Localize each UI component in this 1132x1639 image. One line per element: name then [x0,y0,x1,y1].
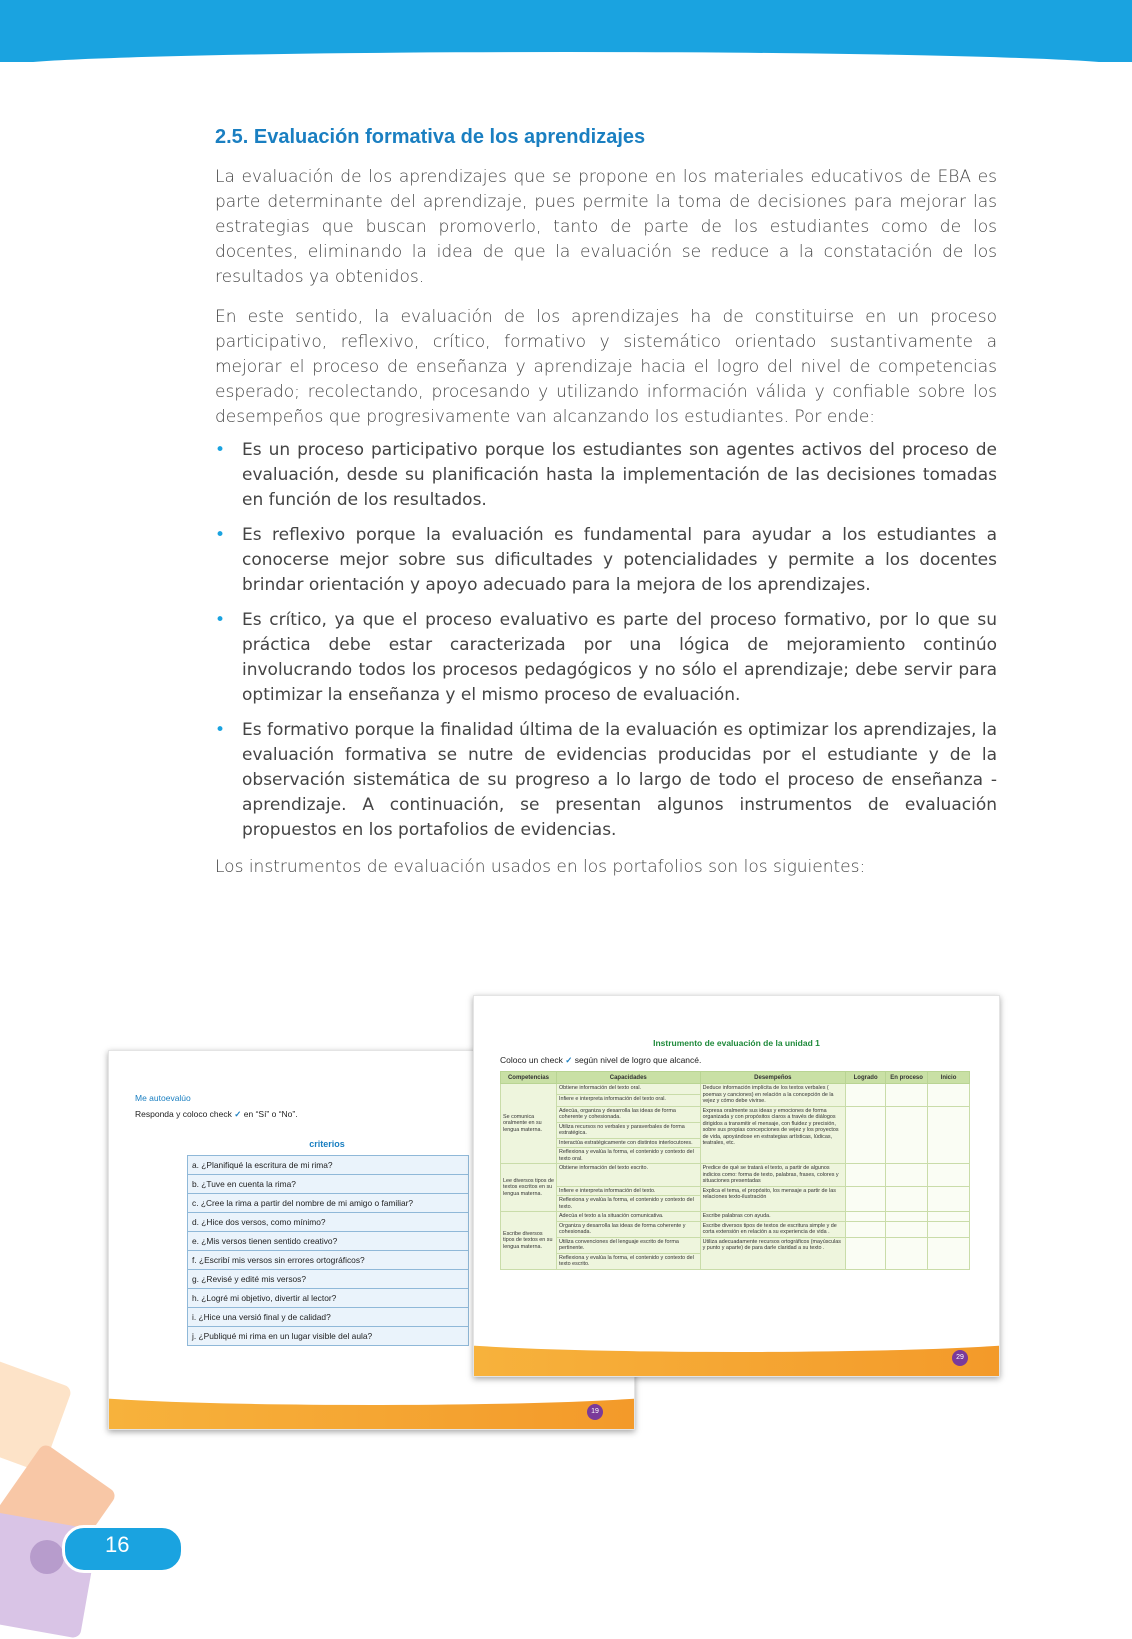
bullet-item [215,718,997,843]
criteria-cell: b. ¿Tuve en cuenta la rima? [188,1175,469,1194]
desempeno-cell: Deduce información implícita de los textos verbales ( poemas y canciones) en relación a la concepción de la vejez y cómo debe vivirse. [700,1084,846,1107]
column-header: Desempeños [700,1072,846,1084]
logrado-cell[interactable] [846,1221,886,1237]
logrado-cell[interactable] [846,1084,886,1107]
bullet-list [215,438,997,843]
bullet-item [215,608,997,708]
bullet-text: Es crítico, ya que el proceso evaluativo es parte del proceso formativo, por lo que su práctica debe estar caracterizada por una lógica de mejoramiento continúo involucrando todos los procesos pedagógicos y no sólo el aprendizaje; debe servir para optimizar la enseñanza y el mismo proceso de evaluación. [242,610,997,705]
en-proceso-cell[interactable] [886,1164,928,1187]
inicio-cell[interactable] [928,1212,970,1222]
table-row [188,1156,469,1175]
desempeno-cell: Predice de qué se tratará el texto, a partir de algunos indicios como: forma de texto, palabras, frases, colores y situaciones presentadas [700,1164,846,1187]
capacidad-cell: Utiliza convenciones del lenguaje escrito de forma pertinente. [556,1237,700,1253]
capacidad-cell: Organiza y desarrolla las ideas de forma coherente y cohesionada. [556,1221,700,1237]
en-proceso-cell[interactable] [886,1084,928,1107]
capacidad-cell: Reflexiona y evalúa la forma, el contenido y contexto del texto oral. [556,1148,700,1164]
bullet-dot-icon: • [215,525,226,545]
main-content [215,126,997,895]
instruction-text: según nivel de logro que alcancé. [574,1055,702,1065]
capacidad-cell: Utiliza recursos no verbales y paraverbales de forma estratégica. [556,1122,700,1138]
table-row [501,1164,970,1187]
paragraph-2: En este sentido, la evaluación de los aprendizajes ha de constituirse en un proceso participativo, reflexivo, crítico, formativo y sistemático orientado sustantivamente a mejorar el proceso de enseñanza y aprendizaje hacia el logro del nivel de competencias esperado; recolectando, procesando y utilizando información válida y confiable sobre los desempeños que progresivamente van alcanzando los estudiantes. Por ende: [215,307,997,427]
thumbnail-page-number: 19 [587,1404,603,1420]
capacidad-cell: Interactúa estratégicamente con distintos interlocutores. [556,1138,700,1148]
table-header-row [501,1072,970,1084]
inicio-cell[interactable] [928,1237,970,1269]
criteria-cell: f. ¿Escribí mis versos sin errores ortográficos? [188,1251,469,1270]
column-header: Logrado [846,1072,886,1084]
thumbnail-heading: Me autoevalúo [135,1093,191,1103]
table-row [188,1270,469,1289]
desempeno-cell: Utiliza adecuadamente recursos ortográficos (mayúsculas y punto y aparte) de para darle claridad a su texto . [700,1237,846,1269]
table-row [501,1221,970,1237]
table-row [188,1232,469,1251]
inicio-cell[interactable] [928,1084,970,1107]
criteria-cell: d. ¿Hice dos versos, como mínimo? [188,1213,469,1232]
competencies-table [500,1071,970,1270]
criteria-cell: j. ¿Publiqué mi rima en un lugar visible del aula? [188,1327,469,1346]
criteria-cell: i. ¿Hice una versió final y de calidad? [188,1308,469,1327]
competencia-cell: Se comunica oralmente en su lengua materna. [501,1084,557,1164]
desempeno-cell: Escribe diversos tipos de textos de escritura simple y de corta extensión en relación a su experiencia de vida . [700,1221,846,1237]
capacidad-cell: Infiere e interpreta información del texto oral. [556,1095,700,1106]
paragraph-1: La evaluación de los aprendizajes que se propone en los materiales educativos de EBA es parte determinante del aprendizaje, pues permite la toma de decisiones para mejorar las estrategias que buscan promoverlo, tanto de parte de los estudiantes como de los docentes, eliminando la idea de que la evaluación se reduce a la constatación de los resultados ya obtenidos. [215,167,997,287]
logrado-cell[interactable] [846,1237,886,1269]
column-header: En proceso [886,1072,928,1084]
instrument-title: Instrumento de evaluación de la unidad 1 [653,1038,820,1048]
criteria-cell: g. ¿Revisé y edité mis versos? [188,1270,469,1289]
column-header: Competencias [501,1072,557,1084]
bullet-text: Es un proceso participativo porque los estudiantes son agentes activos del proceso de evaluación, desde su planificación hasta la implementación de las decisiones tomadas en función de los resultados. [242,440,997,510]
criteria-cell: e. ¿Mis versos tienen sentido creativo? [188,1232,469,1251]
desempeno-cell: Expresa oralmente sus ideas y emociones de forma organizada y con propósitos claros a través de diálogos dirigidos a transmitir el mensaje, con fluidez y precisión, sobre sus propias concepciones de vejez y los proyectos de vida, apoyándose en estrategias artísticas, lúdicas, teatrales, etc. [700,1106,846,1164]
en-proceso-cell[interactable] [886,1221,928,1237]
instruction-text: Responda y coloco check [135,1109,232,1119]
bullet-dot-icon: • [215,440,226,460]
en-proceso-cell[interactable] [886,1186,928,1212]
check-icon: ✓ [234,1109,242,1119]
competencia-cell: Escribe diversos tipos de textos en su lengua materna. [501,1212,557,1270]
inicio-cell[interactable] [928,1186,970,1212]
capacidad-cell: Adecúa, organiza y desarrolla las ideas de forma coherente y cohesionada. [556,1106,700,1122]
desempeno-cell: Explica el tema, el propósito, los mensaje a partir de las relaciones texto-ilustración [700,1186,846,1212]
capacidad-cell: Adecúa el texto a la situación comunicativa. [556,1212,700,1222]
thumbnail-instruction [135,1109,298,1120]
gear-hole-icon [30,1540,64,1574]
table-row [188,1194,469,1213]
table-row [188,1289,469,1308]
top-banner [0,0,1132,62]
table-row [188,1213,469,1232]
logrado-cell[interactable] [846,1106,886,1164]
capacidad-cell: Obtiene información del texto oral. [556,1084,700,1095]
table-row [188,1308,469,1327]
logrado-cell[interactable] [846,1186,886,1212]
en-proceso-cell[interactable] [886,1212,928,1222]
en-proceso-cell[interactable] [886,1237,928,1269]
criteria-cell: a. ¿Planifiqué la escritura de mi rima? [188,1156,469,1175]
section-title: 2.5. Evaluación formativa de los aprendizajes [215,126,646,148]
bullet-dot-icon: • [215,610,226,630]
check-icon: ✓ [565,1055,573,1065]
column-header: Inicio [928,1072,970,1084]
inicio-cell[interactable] [928,1106,970,1164]
capacidad-cell: Obtiene información del texto escrito. [556,1164,700,1187]
logrado-cell[interactable] [846,1164,886,1187]
instruction-text: en “Sí” o “No”. [243,1109,298,1119]
closing-paragraph: Los instrumentos de evaluación usados en los portafolios son los siguientes: [215,857,866,877]
bullet-dot-icon: • [215,720,226,740]
competencia-cell: Lee diversos tipos de textos escritos en su lengua materna. [501,1164,557,1212]
thumbnail-page-number: 29 [952,1350,968,1366]
evaluation-instrument-thumbnail [473,995,1000,1377]
orange-wave-footer [109,1391,634,1429]
instruction-text: Coloco un check [500,1055,563,1065]
column-header: Capacidades [556,1072,700,1084]
table-row [501,1212,970,1222]
capacidad-cell: Reflexiona y evalúa la forma, el contenido y contexto del texto. [556,1196,700,1212]
logrado-cell[interactable] [846,1212,886,1222]
table-row [188,1251,469,1270]
bullet-text: Es reflexivo porque la evaluación es fundamental para ayudar a los estudiantes a conocerse mejor sobre sus dificultades y potencialidades y permite a los docentes brindar orientación y apoyo adecuado para la mejora de los aprendizajes. [242,525,997,595]
table-row [188,1327,469,1346]
inicio-cell[interactable] [928,1164,970,1187]
bullet-text: Es formativo porque la finalidad última de la evaluación es optimizar los aprendizajes, la evaluación formativa se nutre de evidencias producidas por el estudiante y de la observación sistemática de su progreso a lo largo de todo el proceso de enseñanza - aprendizaje. A continuación, se presentan algunos instrumentos de evaluación propuestos en los portafolios de evidencias. [242,720,997,840]
criteria-cell: c. ¿Cree la rima a partir del nombre de mi amigo o familiar? [188,1194,469,1213]
table-row [501,1237,970,1253]
bullet-item [215,523,997,598]
criteria-cell: h. ¿Logré mi objetivo, divertir al lector? [188,1289,469,1308]
desempeno-cell: Escribe palabras con ayuda. [700,1212,846,1222]
bullet-item [215,438,997,513]
en-proceso-cell[interactable] [886,1106,928,1164]
table-row [188,1175,469,1194]
capacidad-cell: Infiere e interpreta información del texto. [556,1186,700,1196]
page-number: 16 [105,1532,130,1557]
criteria-header: criterios [309,1139,345,1149]
capacidad-cell: Reflexiona y evalúa la forma, el contenido y contexto del texto escrito. [556,1253,700,1269]
table-row [501,1106,970,1122]
instrument-instruction [500,1055,701,1066]
criteria-table [187,1155,469,1346]
orange-wave-footer [474,1338,999,1376]
table-row [501,1084,970,1095]
inicio-cell[interactable] [928,1221,970,1237]
table-row [501,1186,970,1196]
